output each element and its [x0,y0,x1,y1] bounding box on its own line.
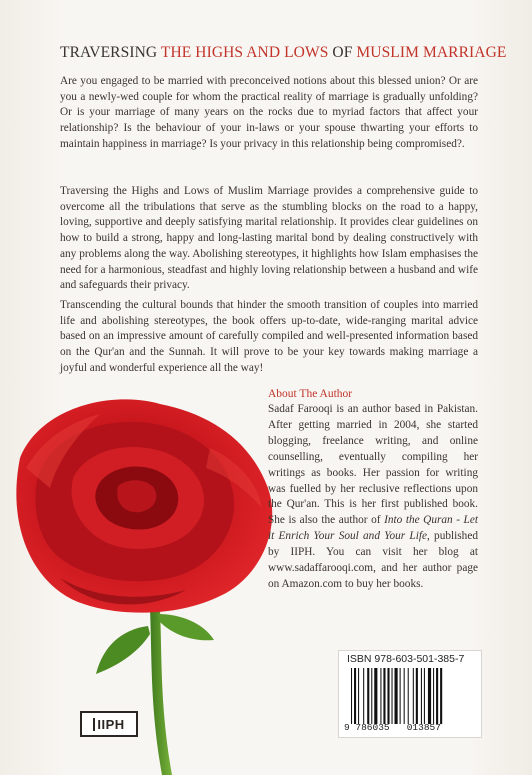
barcode-bar [433,668,434,724]
barcode-bar [363,668,364,724]
barcode-bar [354,668,356,724]
barcode-bar [351,668,352,724]
isbn-barcode [338,650,482,738]
barcode-digits: 9 786035 013857 [344,722,441,733]
barcode-bar [404,668,405,724]
barcode-bar [374,668,377,724]
author-bio-text: , published by IIPH. You can visit her blog at www.sadaffarooqi.com, and her author page on Amazon.com to buy her books. [268,530,478,590]
barcode-bar [428,668,431,724]
barcode-bar [383,668,385,724]
barcode-bar [371,668,372,724]
barcode-bar [395,668,398,724]
barcode-bar [440,668,442,724]
title-highlight: THE HIGHS AND LOWS [160,44,329,61]
barcode-bar [367,668,369,724]
about-author-text [268,402,478,593]
barcode-bar [392,668,393,724]
isbn-label: ISBN 978-603-501-385-7 [347,653,465,665]
barcode-bar [387,668,389,724]
author-bio-text: Sadaf Farooqi is an author based in Pakistan. After getting married in 2004, she started blogging, freelance writing, and online counselling, eventually compiling her writings as books. Her passion for writing was fuelled by her reclusive reflections upon the Qur'an. This is her first published book. She is also the author of [268,403,478,527]
publisher-logo-text: IIPH [97,716,125,732]
barcode-bar [408,668,409,724]
barcode-bar [416,668,418,724]
title-highlight: MUSLIM MARRIAGE [356,44,507,61]
barcode-bar [436,668,438,724]
barcode-bar [424,668,425,724]
title-segment: TRAVERSING [60,44,161,61]
red-rose-image [0,378,280,775]
publisher-logo [80,711,138,737]
barcode-bar [421,668,422,724]
barcode-bar [400,668,401,724]
blurb-paragraph-3: Transcending the cultural bounds that hinder the smooth transition of couples into married life and abolishing stereotypes, the book offers up-to-date, wide-ranging marital advice based on an impressive amount of carefully compiled and well-presented information based on the Qur'an and the Sunnah. It will prove to be your key towards making marriage a joyful and wonderful experience all the way! [60,299,478,374]
barcode-bar [380,668,381,724]
logo-mark [93,718,95,731]
barcode-bar [358,668,359,724]
title-segment: OF [328,44,357,61]
author-other-book-title: Into the Quran - Let it Enrich Your Soul and Your Life [268,514,478,543]
blurb-paragraph-2: Traversing the Highs and Lows of Muslim Marriage provides a comprehensive guide to overcome all the tribulations that serve as the stumbling blocks on the road to a happy, loving, supportive and deeply satisfying marital relationship. It provides clear guidelines on how to build a strong, happy and long-lasting marital bond by dealing constructively with any problems along the way. Abolishing stereotypes, it highlights how Islam emphasises the need for a harmonious, steadfast and highly loving relationship between a husband and wife and safeguards their privacy. [60,185,478,292]
book-title [60,44,507,62]
about-author-heading: About The Author [268,388,353,400]
barcode-bar [413,668,414,724]
blurb-paragraph-1: Are you engaged to be married with preconceived notions about this blessed union? Or are you a newly-wed couple for whom the practical reality of marriage is gradually unfolding? Or is your marriage of many years on the rocks due to myriad factors that affect your relationship? Is the behaviour of your in-laws or your spouse thwarting your efforts to maintain happiness in marriage? Is your privacy in this relationship being compromised?. [60,75,478,150]
barcode-bars [351,668,473,724]
